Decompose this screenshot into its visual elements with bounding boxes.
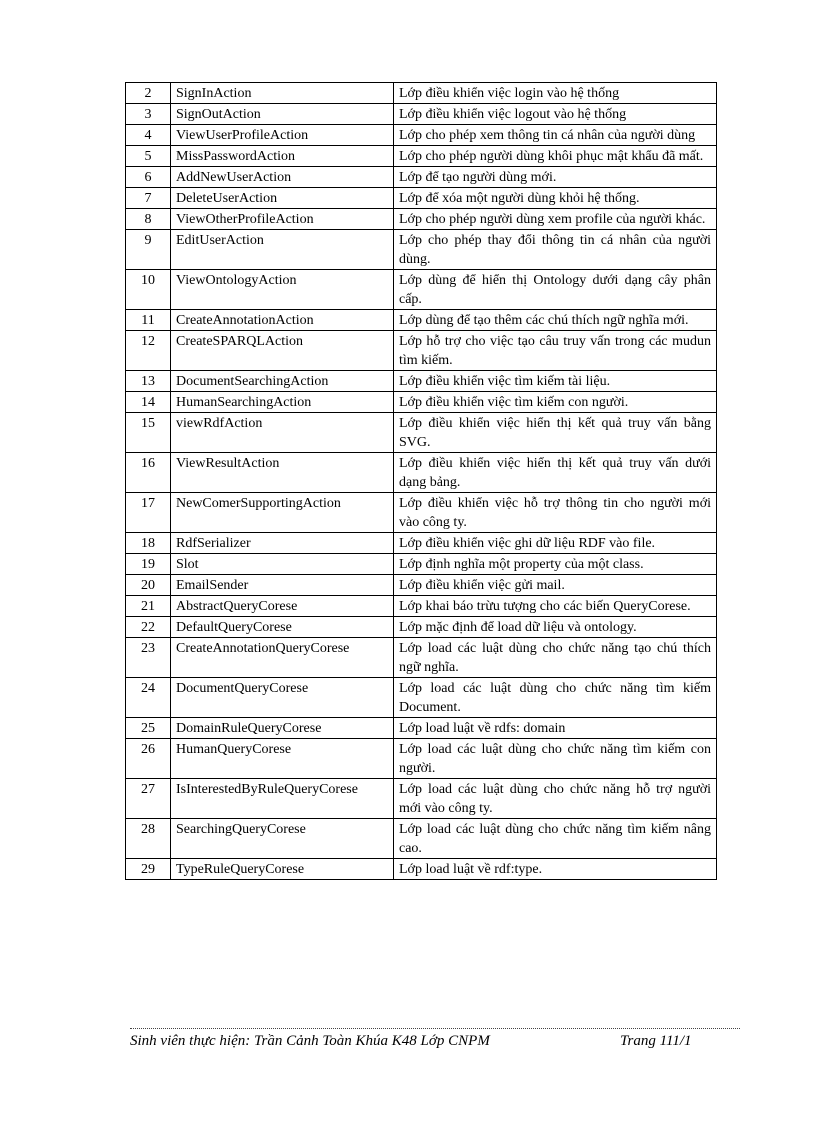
table-row xyxy=(126,739,717,779)
class-description: Lớp điều khiển việc logout vào hệ thống xyxy=(394,104,717,125)
table-row xyxy=(126,718,717,739)
table-row xyxy=(126,779,717,819)
class-description: Lớp hỗ trợ cho việc tạo câu truy vấn trong các mudun tìm kiếm. xyxy=(394,331,717,371)
row-number: 23 xyxy=(126,638,171,678)
table-row xyxy=(126,453,717,493)
table-row xyxy=(126,596,717,617)
row-number: 17 xyxy=(126,493,171,533)
class-description: Lớp điều khiển việc gửi mail. xyxy=(394,575,717,596)
table-row xyxy=(126,230,717,270)
row-number: 25 xyxy=(126,718,171,739)
class-description: Lớp cho phép người dùng khôi phục mật khẩu đã mất. xyxy=(394,146,717,167)
class-description: Lớp dùng để hiển thị Ontology dưới dạng cây phân cấp. xyxy=(394,270,717,310)
class-table xyxy=(125,82,717,880)
row-number: 26 xyxy=(126,739,171,779)
table-body xyxy=(126,83,717,880)
footer-author: Sinh viên thực hiện: Trần Cảnh Toàn Khúa K48 Lớp CNPM xyxy=(130,1033,490,1049)
class-description: Lớp điều khiển việc login vào hệ thống xyxy=(394,83,717,104)
row-number: 12 xyxy=(126,331,171,371)
row-number: 5 xyxy=(126,146,171,167)
row-number: 22 xyxy=(126,617,171,638)
class-description: Lớp load luật về rdf:type. xyxy=(394,859,717,880)
row-number: 18 xyxy=(126,533,171,554)
class-name: DocumentSearchingAction xyxy=(171,371,394,392)
table-row xyxy=(126,392,717,413)
class-name: SignOutAction xyxy=(171,104,394,125)
row-number: 28 xyxy=(126,819,171,859)
class-name: RdfSerializer xyxy=(171,533,394,554)
class-name: NewComerSupportingAction xyxy=(171,493,394,533)
class-name: TypeRuleQueryCorese xyxy=(171,859,394,880)
table-row xyxy=(126,188,717,209)
table-row xyxy=(126,533,717,554)
class-name: HumanSearchingAction xyxy=(171,392,394,413)
table-row xyxy=(126,678,717,718)
class-description: Lớp khai báo trừu tượng cho các biến QueryCorese. xyxy=(394,596,717,617)
class-name: EmailSender xyxy=(171,575,394,596)
class-description: Lớp load các luật dùng cho chức năng tìm kiếm Document. xyxy=(394,678,717,718)
table-row xyxy=(126,209,717,230)
class-name: DeleteUserAction xyxy=(171,188,394,209)
table-row xyxy=(126,617,717,638)
row-number: 10 xyxy=(126,270,171,310)
class-description: Lớp load các luật dùng cho chức năng hỗ trợ người mới vào công ty. xyxy=(394,779,717,819)
class-name: CreateAnnotationAction xyxy=(171,310,394,331)
class-name: DocumentQueryCorese xyxy=(171,678,394,718)
table-row xyxy=(126,554,717,575)
table-row xyxy=(126,167,717,188)
class-description: Lớp điều khiển việc hiển thị kết quả truy vấn dưới dạng bảng. xyxy=(394,453,717,493)
table-row xyxy=(126,146,717,167)
class-description: Lớp để xóa một người dùng khỏi hệ thống. xyxy=(394,188,717,209)
row-number: 16 xyxy=(126,453,171,493)
table-row xyxy=(126,104,717,125)
class-description: Lớp cho phép người dùng xem profile của người khác. xyxy=(394,209,717,230)
class-description: Lớp định nghĩa một property của một class. xyxy=(394,554,717,575)
class-description: Lớp load các luật dùng cho chức năng tìm kiếm nâng cao. xyxy=(394,819,717,859)
class-name: ViewUserProfileAction xyxy=(171,125,394,146)
class-name: viewRdfAction xyxy=(171,413,394,453)
class-name: DomainRuleQueryCorese xyxy=(171,718,394,739)
table-row xyxy=(126,83,717,104)
table-row xyxy=(126,371,717,392)
class-name: IsInterestedByRuleQueryCorese xyxy=(171,779,394,819)
row-number: 19 xyxy=(126,554,171,575)
class-name: ViewOntologyAction xyxy=(171,270,394,310)
class-description: Lớp load luật về rdfs: domain xyxy=(394,718,717,739)
class-name: SignInAction xyxy=(171,83,394,104)
row-number: 6 xyxy=(126,167,171,188)
class-description: Lớp load các luật dùng cho chức năng tạo chú thích ngữ nghĩa. xyxy=(394,638,717,678)
class-description: Lớp mặc định để load dữ liệu và ontology. xyxy=(394,617,717,638)
table-row xyxy=(126,331,717,371)
class-name: HumanQueryCorese xyxy=(171,739,394,779)
row-number: 20 xyxy=(126,575,171,596)
class-name: AbstractQueryCorese xyxy=(171,596,394,617)
class-description: Lớp để tạo người dùng mới. xyxy=(394,167,717,188)
row-number: 13 xyxy=(126,371,171,392)
class-name: SearchingQueryCorese xyxy=(171,819,394,859)
class-description: Lớp cho phép xem thông tin cá nhân của người dùng xyxy=(394,125,717,146)
row-number: 15 xyxy=(126,413,171,453)
table-row xyxy=(126,575,717,596)
row-number: 4 xyxy=(126,125,171,146)
class-name: ViewOtherProfileAction xyxy=(171,209,394,230)
class-description: Lớp load các luật dùng cho chức năng tìm kiếm con người. xyxy=(394,739,717,779)
table-row xyxy=(126,493,717,533)
row-number: 2 xyxy=(126,83,171,104)
table-row xyxy=(126,270,717,310)
class-name: CreateAnnotationQueryCorese xyxy=(171,638,394,678)
class-description: Lớp điều khiển việc hỗ trợ thông tin cho người mới vào công ty. xyxy=(394,493,717,533)
class-name: EditUserAction xyxy=(171,230,394,270)
class-description: Lớp điều khiển việc ghi dữ liệu RDF vào file. xyxy=(394,533,717,554)
row-number: 3 xyxy=(126,104,171,125)
class-description: Lớp cho phép thay đổi thông tin cá nhân của người dùng. xyxy=(394,230,717,270)
row-number: 29 xyxy=(126,859,171,880)
class-name: AddNewUserAction xyxy=(171,167,394,188)
table-row xyxy=(126,859,717,880)
class-name: DefaultQueryCorese xyxy=(171,617,394,638)
table-row xyxy=(126,413,717,453)
row-number: 24 xyxy=(126,678,171,718)
table-row xyxy=(126,819,717,859)
row-number: 9 xyxy=(126,230,171,270)
class-description: Lớp điều khiển việc tìm kiếm con người. xyxy=(394,392,717,413)
class-name: MissPasswordAction xyxy=(171,146,394,167)
table-row xyxy=(126,638,717,678)
row-number: 7 xyxy=(126,188,171,209)
row-number: 8 xyxy=(126,209,171,230)
class-name: ViewResultAction xyxy=(171,453,394,493)
row-number: 14 xyxy=(126,392,171,413)
row-number: 21 xyxy=(126,596,171,617)
class-description: Lớp dùng để tạo thêm các chú thích ngữ nghĩa mới. xyxy=(394,310,717,331)
class-name: CreateSPARQLAction xyxy=(171,331,394,371)
class-name: Slot xyxy=(171,554,394,575)
row-number: 11 xyxy=(126,310,171,331)
table-row xyxy=(126,125,717,146)
class-description: Lớp điều khiển việc tìm kiếm tài liệu. xyxy=(394,371,717,392)
table-row xyxy=(126,310,717,331)
row-number: 27 xyxy=(126,779,171,819)
footer-divider xyxy=(130,1028,740,1029)
class-description: Lớp điều khiển việc hiển thị kết quả truy vấn bằng SVG. xyxy=(394,413,717,453)
footer-page-number: Trang 111/1 xyxy=(620,1033,692,1049)
